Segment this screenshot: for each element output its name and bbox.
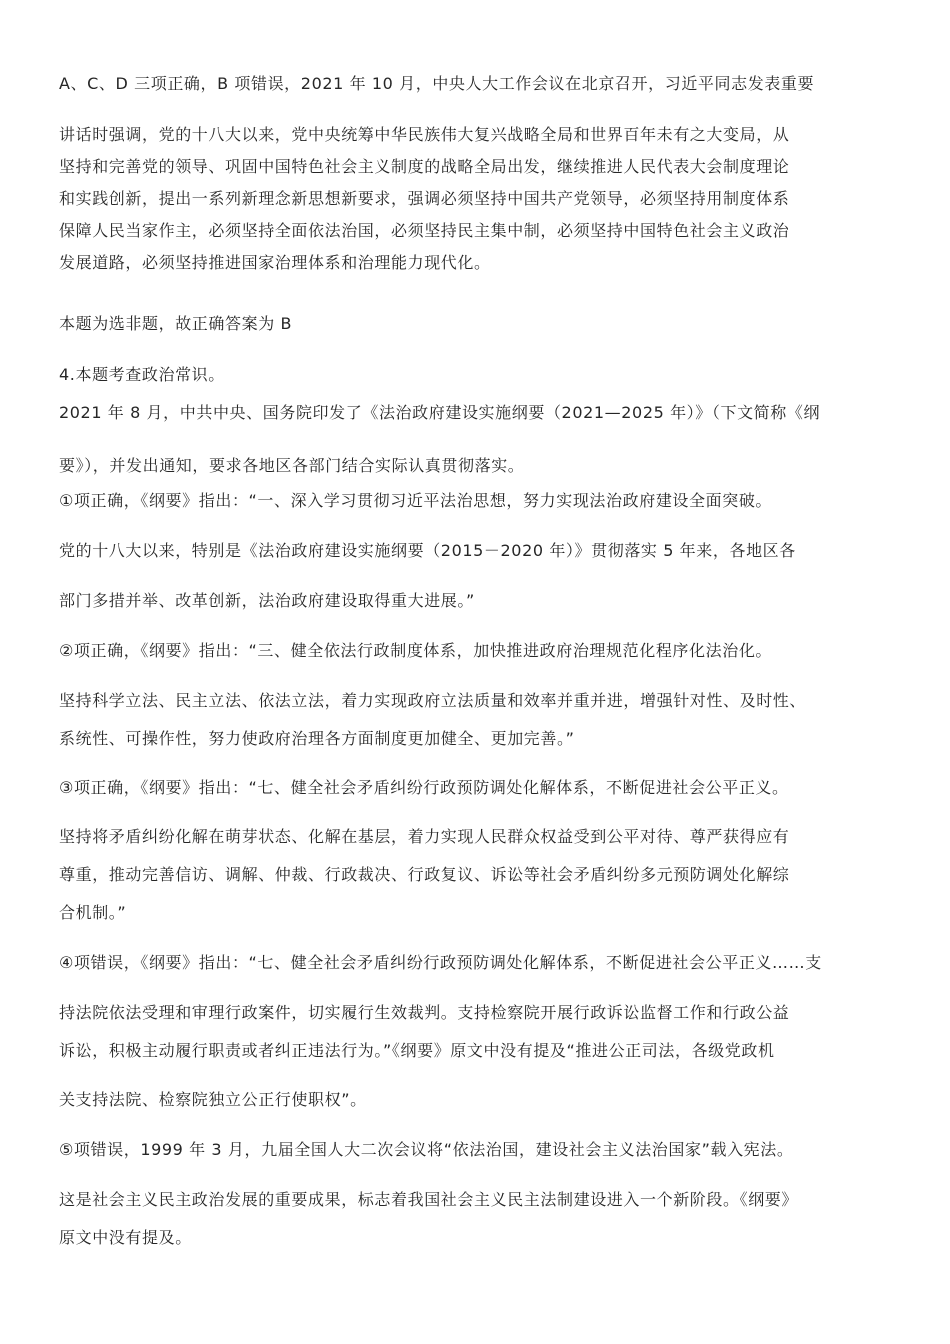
text-line: 原文中没有提及。 [59, 1228, 192, 1247]
text-line: 党的十八大以来，特别是《法治政府建设实施纲要（2015－2020 年）》贯彻落实 5 年来，各地区各 [59, 541, 796, 560]
text-line: 持法院依法受理和审理行政案件，切实履行生效裁判。支持检察院开展行政诉讼监督工作和行政公益 [59, 1003, 790, 1022]
text-line: A、C、D 三项正确，B 项错误，2021 年 10 月，中央人大工作会议在北京召开，习近平同志发表重要 [59, 74, 815, 93]
text-line: 坚持和完善党的领导、巩固中国特色社会主义制度的战略全局出发，继续推进人民代表大会制度理论 [59, 157, 790, 176]
text-line: 坚持将矛盾纠纷化解在萌芽状态、化解在基层，着力实现人民群众权益受到公平对待、尊严获得应有 [59, 827, 790, 846]
text-line: 系统性、可操作性，努力使政府治理各方面制度更加健全、更加完善。” [59, 729, 575, 748]
text-line: ③项正确，《纲要》指出：“七、健全社会矛盾纠纷行政预防调处化解体系，不断促进社会公平正义。 [59, 778, 789, 797]
text-line: 2021 年 8 月，中共中央、国务院印发了《法治政府建设实施纲要（2021—2025 年）》（下文简称《纲 [59, 403, 821, 422]
text-line: 尊重，推动完善信访、调解、仲裁、行政裁决、行政复议、诉讼等社会矛盾纠纷多元预防调处化解综 [59, 865, 790, 884]
text-line: ①项正确，《纲要》指出：“一、深入学习贯彻习近平法治思想，努力实现法治政府建设全面突破。 [59, 491, 773, 510]
answer-line: 本题为选非题，故正确答案为 B [59, 314, 293, 333]
text-line: 合机制。” [59, 903, 127, 922]
question-heading: 4.本题考查政治常识。 [59, 365, 225, 384]
text-line: 要》），并发出通知，要求各地区各部门结合实际认真贯彻落实。 [59, 456, 525, 475]
text-line: ⑤项错误，1999 年 3 月，九届全国人大二次会议将“依法治国，建设社会主义法治国家”载入宪法。 [59, 1140, 794, 1159]
text-line: 保障人民当家作主，必须坚持全面依法治国，必须坚持民主集中制，必须坚持中国特色社会主义政治 [59, 221, 790, 240]
text-line: 发展道路，必须坚持推进国家治理体系和治理能力现代化。 [59, 253, 491, 272]
text-line: 讲话时强调，党的十八大以来，党中央统筹中华民族伟大复兴战略全局和世界百年未有之大变局，从 [59, 125, 790, 144]
text-line: 关支持法院、检察院独立公正行使职权”。 [59, 1090, 367, 1109]
text-line: 坚持科学立法、民主立法、依法立法，着力实现政府立法质量和效率并重并进，增强针对性、及时性、 [59, 691, 807, 710]
text-line: ②项正确，《纲要》指出：“三、健全依法行政制度体系，加快推进政府治理规范化程序化法治化。 [59, 641, 773, 660]
text-line: 诉讼，积极主动履行职责或者纠正违法行为。”《纲要》原文中没有提及“推进公正司法，各级党政机 [59, 1041, 775, 1060]
text-line: 部门多措并举、改革创新，法治政府建设取得重大进展。” [59, 591, 475, 610]
text-line: 这是社会主义民主政治发展的重要成果，标志着我国社会主义民主法制建设进入一个新阶段。《纲要》 [59, 1190, 799, 1209]
text-line: ④项错误，《纲要》指出：“七、健全社会矛盾纠纷行政预防调处化解体系，不断促进社会公平正义……支 [59, 953, 822, 972]
text-line: 和实践创新，提出一系列新理念新思想新要求，强调必须坚持中国共产党领导，必须坚持用制度体系 [59, 189, 790, 208]
